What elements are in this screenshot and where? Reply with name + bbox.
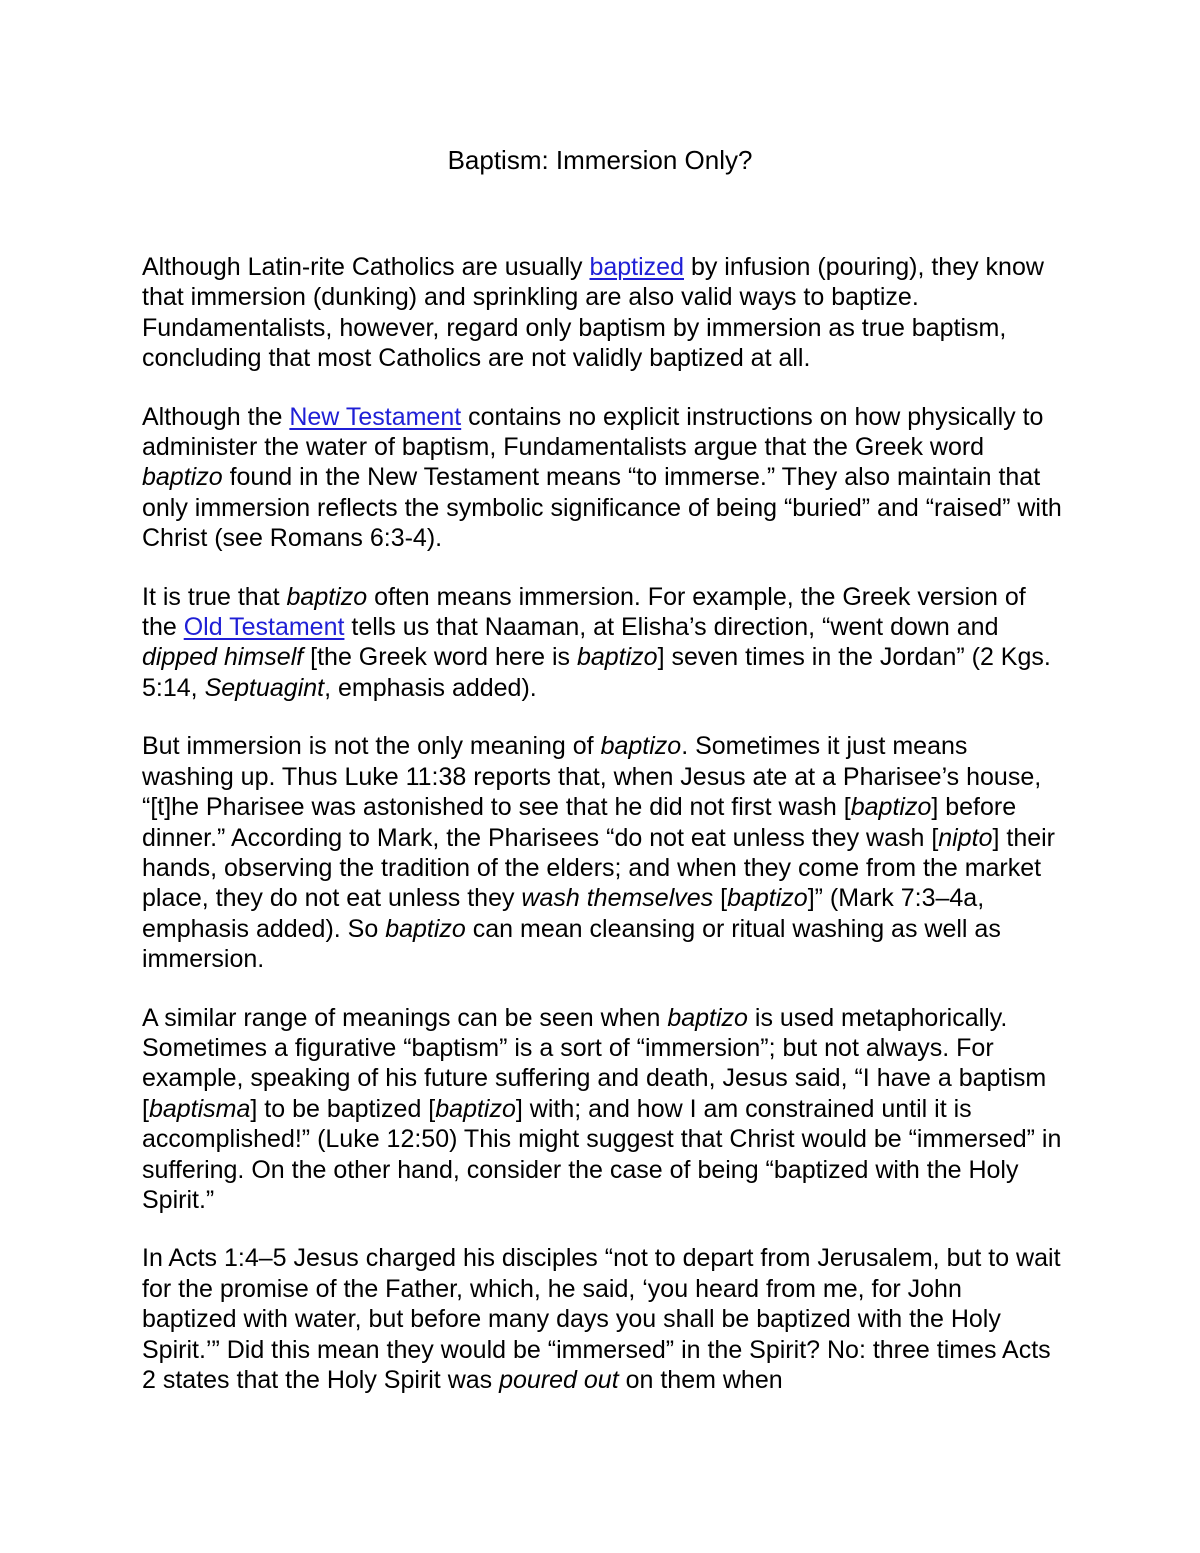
text-run: ] to be baptized [: [250, 1094, 436, 1123]
text-run: contains no explicit instructions on how physically to administer the water of baptism, Fundamentalists argue that the Greek word: [142, 402, 1044, 462]
text-run: Although the: [142, 402, 290, 431]
old-testament-link[interactable]: Old Testament: [183, 613, 345, 642]
paragraph-2: [142, 402, 1062, 554]
text-run: In Acts 1:4–5 Jesus charged his disciples “not to depart from Jerusalem, but to wait for the promise of the Father, which, he said, ‘you heard from me, for John baptized with water, but before many days you shall be baptized with the Holy Spirit.’” Did this mean they would be “immersed” in the Spirit? No: three times Acts 2 states that the Holy Spirit was: [142, 1244, 1061, 1394]
italic-term: baptizo: [385, 914, 466, 943]
text-run: ] their hands, observing the tradition of the elders; and when they come from the market place, they do not eat unless they: [142, 823, 1056, 913]
paragraph-4: [142, 731, 1062, 974]
text-run: A similar range of meanings can be seen when: [142, 1003, 668, 1032]
text-run: tells us that Naaman, at Elisha’s direction, “went down and: [344, 613, 999, 642]
text-run: It is true that: [142, 582, 287, 611]
italic-term: baptizo: [727, 884, 808, 913]
text-run: is used metaphorically. Sometimes a figurative “baptism” is a sort of “immersion”; but not always. For example, speaking of his future suffering and death, Jesus said, “I have a baptism [: [142, 1003, 1047, 1123]
text-run: found in the New Testament means “to immerse.” They also maintain that only immersion reflects the symbolic significance of being “buried” and “raised” with Christ (see Romans 6:3-4).: [142, 463, 1062, 553]
baptized-link[interactable]: baptized: [589, 253, 684, 281]
document-body: [142, 252, 1062, 1423]
italic-term: baptizo: [576, 643, 658, 672]
text-run: [the Greek word here is: [303, 643, 577, 672]
text-run: on them when: [618, 1366, 783, 1394]
text-run: But immersion is not the only meaning of: [142, 732, 601, 761]
text-run: ] with; and how I am constrained until it is accomplished!” (Luke 12:50) This might suggest that Christ would be “immersed” in suffering. On the other hand, consider the case of being “baptized with the Holy Spirit.”: [142, 1094, 1062, 1214]
document-title: Baptism: Immersion Only?: [447, 145, 753, 175]
text-run: by infusion (pouring), they know that immersion (dunking) and sprinkling are also valid ways to baptize. Fundamentalists, however, regard only baptism by immersion as true baptism, concluding that most Catholics are not validly baptized at all.: [142, 253, 1044, 373]
italic-term: baptizo: [850, 793, 932, 822]
text-run: . Sometimes it just means washing up. Thus Luke 11:38 reports that, when Jesus ate at a Pharisee’s house, “[t]he Pharisee was astonished to see that he did not first wash [: [142, 732, 1042, 822]
italic-term: baptizo: [142, 463, 223, 492]
italic-term: baptizo: [667, 1003, 748, 1032]
italic-term: poured out: [499, 1366, 619, 1394]
paragraph-6: [142, 1243, 1062, 1395]
italic-term: wash themselves: [521, 884, 714, 913]
italic-term: baptizo: [435, 1094, 516, 1123]
text-run: often means immersion. For example, the Greek version of the: [142, 582, 1026, 642]
italic-term: Septuagint: [204, 673, 325, 702]
new-testament-link[interactable]: New Testament: [289, 402, 462, 431]
italic-term: baptizo: [286, 582, 368, 611]
text-run: can mean cleansing or ritual washing as well as immersion.: [142, 914, 1001, 974]
text-run: , emphasis added).: [324, 673, 537, 702]
italic-term: baptizo: [600, 732, 682, 761]
paragraph-3: [142, 582, 1062, 704]
italic-term: baptisma: [148, 1094, 251, 1123]
text-run: ]” (Mark 7:3–4a, emphasis added). So: [142, 884, 985, 943]
paragraph-5: [142, 1003, 1062, 1216]
italic-term: nipto: [938, 823, 993, 852]
text-run: Although Latin-rite Catholics are usually: [142, 253, 590, 281]
italic-term: dipped himself: [142, 643, 304, 672]
paragraph-1: [142, 252, 1062, 374]
text-run: [: [713, 884, 728, 913]
text-run: ] before dinner.” According to Mark, the Pharisees “do not eat unless they wash [: [142, 793, 1017, 852]
text-run: ] seven times in the Jordan” (2 Kgs. 5:14,: [142, 643, 1051, 702]
